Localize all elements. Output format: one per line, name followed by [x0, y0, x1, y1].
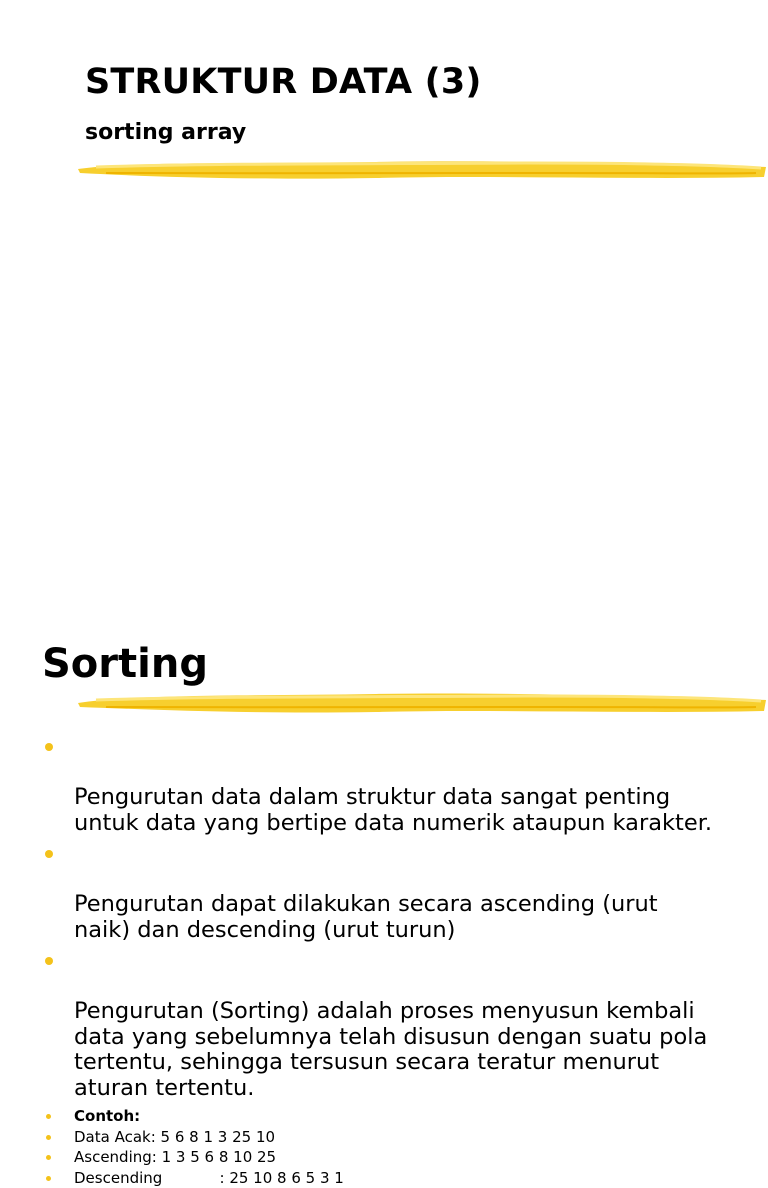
example-heading [0, 1106, 768, 1127]
yellow-brush-stroke [76, 155, 768, 183]
example-text: Data Acak: 5 6 8 1 3 25 10 [74, 1128, 275, 1146]
slide-title: STRUKTUR DATA (3) [85, 58, 482, 106]
example-text: Descending : 25 10 8 6 5 3 1 [74, 1169, 344, 1187]
bullet-dot-icon [45, 850, 53, 858]
example-item [0, 1168, 768, 1188]
example-text: Ascending: 1 3 5 6 8 10 25 [74, 1148, 276, 1166]
slide-title: Sorting [42, 638, 208, 690]
bullet-dot-icon [45, 957, 53, 965]
bullet-item [0, 841, 768, 943]
bullet-text: Pengurutan data dalam struktur data sangat penting untuk data yang bertipe data numerik ataupun karakter. [74, 784, 712, 836]
bullet-dot-icon [46, 1155, 51, 1160]
example-label: Contoh: [74, 1107, 140, 1125]
bullet-dot-icon [46, 1135, 51, 1140]
slide-2 [0, 620, 768, 1024]
bullet-dot-icon [45, 743, 53, 751]
example-item [0, 1127, 768, 1148]
yellow-brush-stroke [76, 688, 768, 716]
example-item [0, 1147, 768, 1168]
bullet-item [0, 948, 768, 1101]
bullet-text: Pengurutan (Sorting) adalah proses menyusun kembali data yang sebelumnya telah disusun dengan suatu pola tertentu, sehingga tersusun secara teratur menurut aturan tertentu. [74, 998, 707, 1101]
bullet-dot-icon [46, 1176, 51, 1181]
bullet-dot-icon [46, 1114, 51, 1119]
bullet-item [0, 734, 768, 836]
slide-subtitle: sorting array [85, 118, 246, 148]
bullet-list [0, 734, 768, 1188]
bullet-text: Pengurutan dapat dilakukan secara ascending (urut naik) dan descending (urut turun) [74, 891, 658, 943]
